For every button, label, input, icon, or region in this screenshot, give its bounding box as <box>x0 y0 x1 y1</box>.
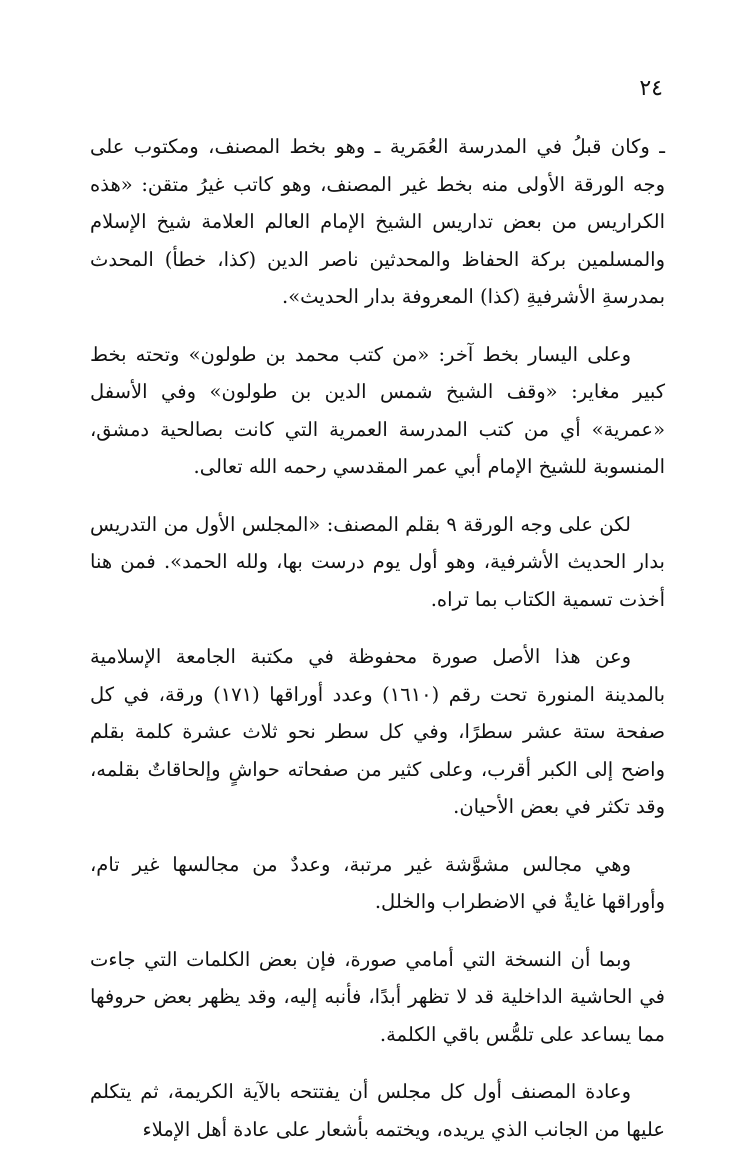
paragraph: وبما أن النسخة التي أمامي صورة، فإن بعض الكلمات التي جاءت في الحاشية الداخلية قد لا تظهر أبدًا، فأنبه إليه، وقد يظهر بعض حروفها مما يساعد على تلمُّس باقي الكلمة. <box>90 947 665 1046</box>
paragraph: وعادة المصنف أول كل مجلس أن يفتتحه بالآية الكريمة، ثم يتكلم عليها من الجانب الذي يريده، ويختمه بأشعار على عادة أهل الإملاء <box>90 1080 665 1141</box>
paragraph: وهي مجالس مشوَّشة غير مرتبة، وعددٌ من مجالسها غير تام، وأوراقها غايةٌ في الاضطراب والخلل. <box>90 852 665 913</box>
paragraph: وعن هذا الأصل صورة محفوظة في مكتبة الجامعة الإسلامية بالمدينة المنورة تحت رقم (١٦١٠) وعدد أوراقها (١٧١) ورقة، في كل صفحة ستة عشر سطرًا، وفي كل سطر نحو ثلاث عشرة كلمة بقلم واضح إلى الكبر أقرب، وعلى كثير من صفحاته حواشٍ وإلحاقاتٌ بقلمه، وقد تكثر في بعض الأحيان. <box>90 645 666 818</box>
paragraph: لكن على وجه الورقة ٩ بقلم المصنف: «المجلس الأول من التدريس بدار الحديث الأشرفية، وهو أول يوم درست بها، ولله الحمد». فمن هنا أخذت تسمية الكتاب بما تراه. <box>90 512 665 611</box>
page-body <box>90 128 665 1168</box>
paragraph: ـ وكان قبلُ في المدرسة العُمَرية ـ وهو بخط المصنف، ومكتوب على وجه الورقة الأولى منه بخط غير المصنف، وهو كاتب غيرُ متقن: «هذه الكراريس من بعض تداريس الشيخ الإمام العالم العلامة شيخ الإسلام والمسلمين بركة الحفاظ والمحدثين ناصر الدين (كذا، خطأ) المحدث بمدرسةِ الأشرفيةِ (كذا) المعروفة بدار الحديث». <box>90 135 665 308</box>
paragraph: وعلى اليسار بخط آخر: «من كتب محمد بن طولون» وتحته بخط كبير مغاير: «وقف الشيخ شمس الدين بن طولون» وفي الأسفل «عمرية» أي من كتب المدرسة العمرية التي كانت بصالحية دمشق، المنسوبة للشيخ الإمام أبي عمر المقدسي رحمه الله تعالى. <box>90 342 665 478</box>
page-number: ٢٤ <box>639 76 663 101</box>
